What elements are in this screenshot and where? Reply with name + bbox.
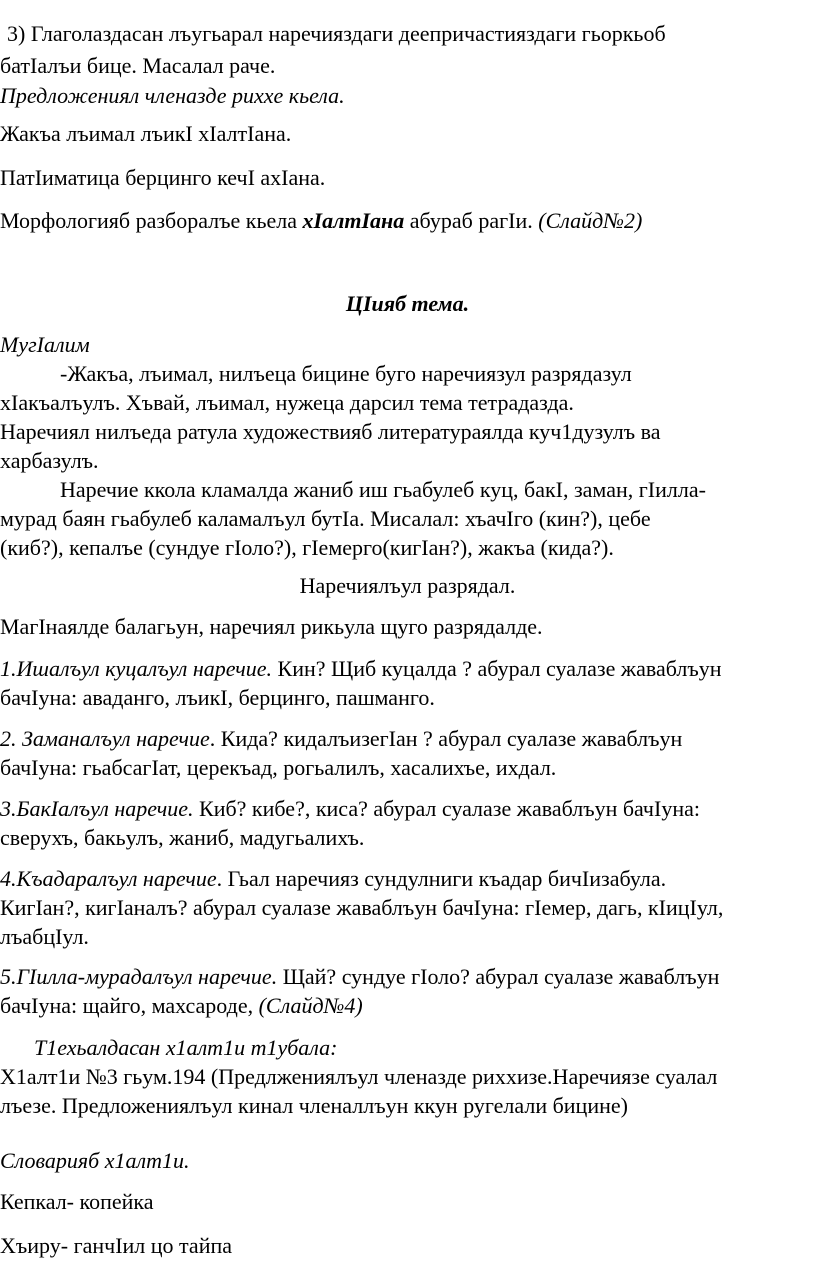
category-1-line-1	[0, 655, 721, 683]
category-2-line-1	[0, 725, 682, 753]
slide-ref-2: (Слайд№2)	[538, 208, 643, 233]
morphology-task-text: Морфологияб разборалъе кьела	[0, 208, 303, 233]
category-5-examples: бачIуна: щайго, махсароде,	[0, 993, 259, 1018]
teacher-text-line-3: Наречиял нилъеда ратула художествияб литератураялда куч1дузулъ ва	[0, 419, 661, 444]
category-3-text: Киб? кибе?, киса? абурал суалазе жаваблъун бачIуна:	[193, 796, 700, 821]
category-4-line-3: лъабцIул.	[0, 924, 89, 949]
category-4-line-2: КигIан?, кигIаналъ? абурал суалазе жаваблъун бачIуна: гIемер, дагь, кIицIул,	[0, 895, 724, 920]
vocabulary-heading: Словарияб х1алт1и.	[0, 1148, 190, 1173]
morphology-word: хIалтIана	[302, 208, 405, 233]
teacher-text-line-1: -Жакъа, лъимал, нилъеца бицине буго наречиязул разрядазул	[60, 361, 632, 386]
category-5-text: Щай? сундуе гIоло? абурал суалазе жаваблъун	[277, 964, 720, 989]
category-1-text: Кин? Щиб куцалда ? абурал суалазе жаваблъун	[272, 656, 722, 681]
slide-ref-4: (Слайд№4)	[258, 993, 363, 1018]
teacher-text-line-2: хIакъалъулъ. Хъвай, лъимал, нужеца дарсил тема тетрадазда.	[0, 390, 574, 415]
category-2-text: . Кида? кидалъизегIан ? абурал суалазе жаваблъун	[209, 726, 683, 751]
example-sentence-1: Жакъа лъимал лъикI хIалтIана.	[0, 121, 292, 146]
example-sentence-2: ПатIиматица берцинго кечI ахIана.	[0, 165, 326, 190]
task-3-instruction: Предложениял членазде риххе кьела.	[0, 83, 345, 108]
textbook-work-line-1: Х1алт1и №3 гьум.194 (Предлжениялъул членазде риххизе.Наречиязе суалал	[0, 1064, 718, 1089]
morphology-task	[0, 207, 642, 235]
category-3-title: 3.БакIалъул наречие.	[0, 796, 194, 821]
vocabulary-item-2: Хъиру- ганчIил цо тайпа	[0, 1233, 233, 1258]
category-3-line-2: сверухъ, бакьулъ, жаниб, мадугьалихъ.	[0, 825, 365, 850]
category-4-line-1	[0, 865, 666, 893]
category-2-title: 2. Заманалъул наречие	[0, 726, 210, 751]
adverb-categories-heading: Наречиялъул разрядал.	[299, 573, 516, 598]
category-5-line-1	[0, 963, 719, 991]
category-4-text: . Гьал наречияз сундулниги къадар бичIизабула.	[216, 866, 667, 891]
vocabulary-item-1: Кепкал- копейка	[0, 1189, 154, 1214]
definition-line-1: Наречие ккола кламалда жаниб иш гьабулеб куц, бакI, заман, гIилла-	[60, 477, 706, 502]
task-3-line-2: батIалъи бице. Масалал раче.	[0, 53, 276, 78]
category-1-title: 1.Ишалъул куцалъул наречие.	[0, 656, 273, 681]
category-4-title: 4.Къадаралъул наречие	[0, 866, 217, 891]
definition-line-2: мурад баян гьабулеб каламалъул бутIа. Мисалал: хъачIго (кин?), цебе	[0, 506, 651, 531]
teacher-text-line-4: харбазулъ.	[0, 448, 99, 473]
category-5-title: 5.ГIилла-мурадалъул наречие.	[0, 964, 278, 989]
new-topic-heading: ЦIияб тема.	[345, 291, 470, 316]
categories-intro: МагIнаялде балагьун, наречиял рикьула щуго разрядалде.	[0, 614, 543, 639]
task-3-line-1: 3) Глаголаздасан лъугьарал наречияздаги деепричастияздаги гьоркьоб	[7, 21, 666, 46]
teacher-label: МугIалим	[0, 332, 90, 357]
category-1-line-2: бачIуна: аваданго, лъикI, берцинго, пашманго.	[0, 685, 435, 710]
morphology-task-tail: абураб рагIи.	[404, 208, 539, 233]
definition-line-3: (киб?), кепалъе (сундуе гIоло?), гIемерго(кигIан?), жакъа (кида?).	[0, 535, 614, 560]
textbook-work-line-2: лъезе. Предложениялъул кинал членаллъун ккун ругелали бицине)	[0, 1093, 628, 1118]
category-5-line-2	[0, 992, 363, 1020]
category-2-line-2: бачIуна: гьабсагIат, церекъад, рогьалилъ, хасалихъе, ихдал.	[0, 755, 557, 780]
textbook-work-heading: Т1ехьалдасан х1алт1и т1убала:	[34, 1035, 338, 1060]
category-3-line-1	[0, 795, 700, 823]
